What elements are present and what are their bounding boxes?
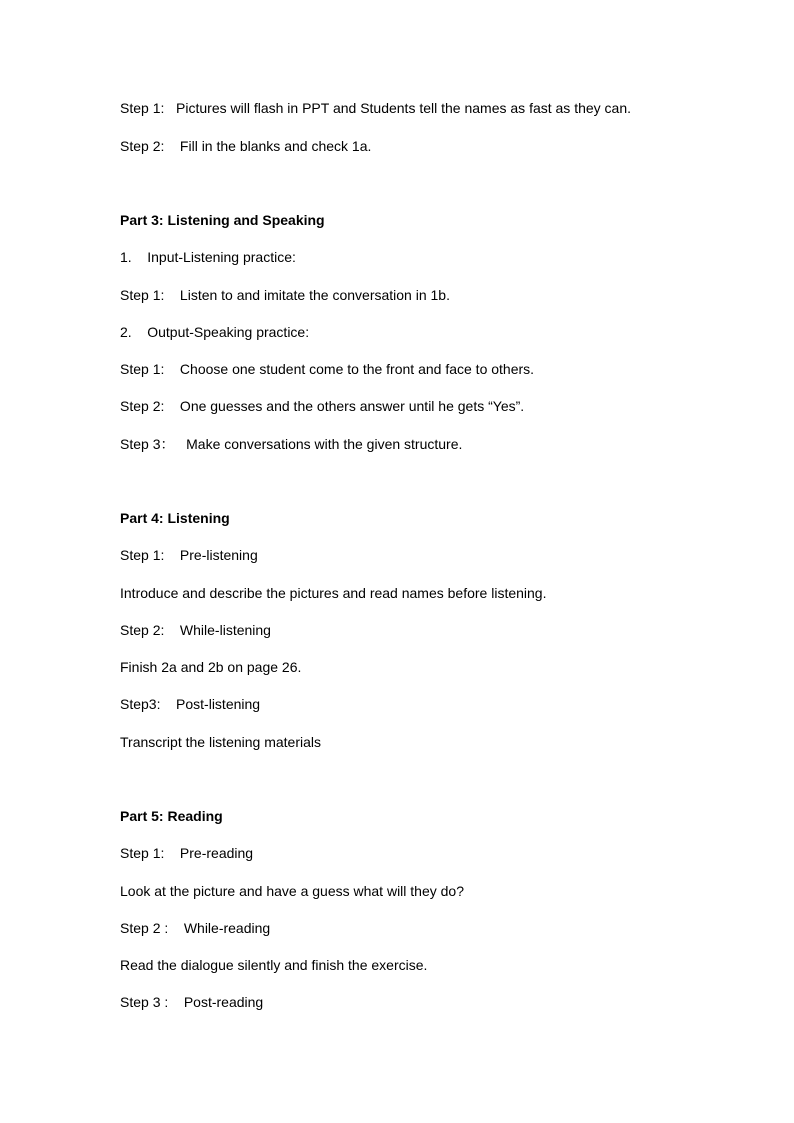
pre-reading-description: Look at the picture and have a guess what will they do?: [120, 883, 464, 899]
output-speaking-practice: 2. Output-Speaking practice:: [120, 324, 310, 340]
step-1-pre-reading: Step 1: Pre-reading: [120, 845, 254, 861]
while-listening-description: Finish 2a and 2b on page 26.: [120, 659, 302, 675]
step-3-conversations: Step 3： Make conversations with the given structure.: [120, 436, 463, 452]
step-2-guesses: Step 2: One guesses and the others answer until he gets “Yes”.: [120, 398, 525, 414]
step-1-choose-student: Step 1: Choose one student come to the front and face to others.: [120, 361, 535, 377]
step-3-post-reading: Step 3 : Post-reading: [120, 994, 264, 1010]
while-reading-description: Read the dialogue silently and finish the exercise.: [120, 957, 428, 973]
pre-listening-description: Introduce and describe the pictures and read names before listening.: [120, 585, 547, 601]
step-2-while-listening: Step 2: While-listening: [120, 622, 271, 638]
step-2-fill-blanks: Step 2: Fill in the blanks and check 1a.: [120, 138, 372, 154]
step-1-listen-imitate: Step 1: Listen to and imitate the conversation in 1b.: [120, 287, 450, 303]
step-3-post-listening: Step3: Post-listening: [120, 696, 261, 712]
step-1-pictures-flash: Step 1: Pictures will flash in PPT and Students tell the names as fast as they can.: [120, 100, 632, 116]
step-2-while-reading: Step 2 : While-reading: [120, 920, 271, 936]
part-5-heading: Part 5: Reading: [120, 808, 223, 824]
input-listening-practice: 1. Input-Listening practice:: [120, 249, 296, 265]
post-listening-description: Transcript the listening materials: [120, 734, 322, 750]
part-3-heading: Part 3: Listening and Speaking: [120, 212, 325, 228]
step-1-pre-listening: Step 1: Pre-listening: [120, 547, 258, 563]
part-4-heading: Part 4: Listening: [120, 510, 230, 526]
